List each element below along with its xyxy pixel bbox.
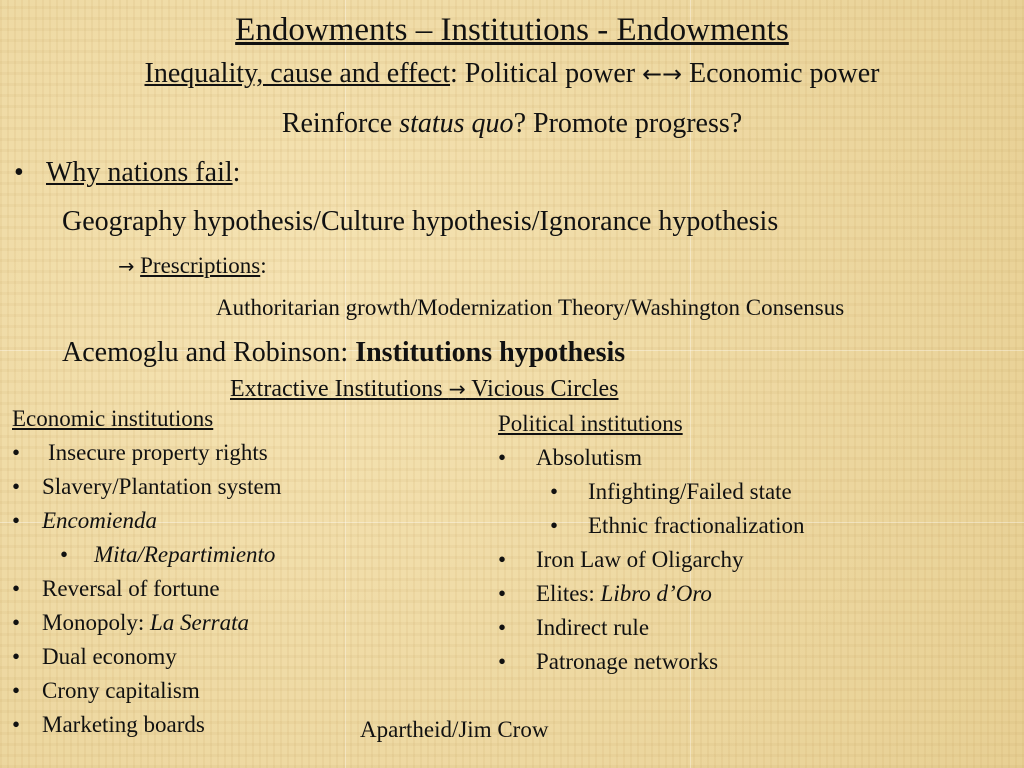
list-item — [12, 470, 282, 504]
political-heading: Political institutions — [498, 411, 683, 436]
list-item — [12, 606, 282, 640]
bullet-icon: • — [12, 474, 21, 499]
right-arrow-icon: → — [448, 377, 466, 401]
prescriptions-colon: : — [260, 253, 267, 278]
hypotheses-line: Geography hypothesis/Culture hypothesis/Ignorance hypothesis — [62, 206, 779, 237]
bullet-icon: • — [498, 445, 507, 470]
list-item-text: Dual economy — [42, 644, 177, 669]
list-item — [12, 708, 282, 742]
why-nations-line — [14, 157, 240, 189]
bullet-icon: • — [12, 576, 21, 601]
political-institutions-list — [498, 407, 805, 679]
list-item — [12, 674, 282, 708]
list-item-text: Infighting/Failed state — [588, 479, 792, 504]
reinforce-pre: Reinforce — [281, 108, 400, 139]
economic-institutions-list — [12, 402, 282, 742]
subtitle-rest-pre: : Political power — [450, 58, 643, 89]
subtitle-underlined: Inequality, cause and effect — [144, 58, 451, 89]
list-item-text: Monopoly: — [42, 610, 150, 635]
extractive-pre: Extractive Institutions — [230, 376, 449, 402]
list-item — [12, 436, 282, 470]
bullet-icon: • — [12, 440, 21, 465]
why-nations-colon: : — [232, 157, 241, 188]
list-item — [12, 640, 282, 674]
list-item — [12, 572, 282, 606]
list-item — [498, 509, 805, 543]
list-item-text: Patronage networks — [536, 649, 719, 674]
bullet-icon: • — [12, 644, 21, 669]
bullet-icon: • — [550, 479, 559, 504]
list-item-text: Reversal of fortune — [42, 576, 220, 601]
list-item-text: Absolutism — [536, 445, 643, 470]
reinforce-italic: status quo — [399, 108, 514, 139]
list-item-italic: La Serrata — [149, 610, 250, 635]
bullet-icon: • — [60, 542, 69, 567]
list-item — [498, 645, 805, 679]
subtitle-rest-post: Economic power — [681, 58, 880, 89]
list-item-text: Ethnic fractionalization — [588, 513, 805, 538]
subtitle — [0, 58, 1024, 90]
why-nations-label: Why nations fail — [46, 157, 233, 188]
list-item — [12, 538, 282, 572]
extractive-line — [230, 376, 618, 403]
list-item-text: Encomienda — [42, 508, 157, 533]
footer-text: Apartheid/Jim Crow — [360, 717, 549, 742]
slide-title: Endowments – Institutions - Endowments — [235, 12, 789, 48]
acemoglu-bold: Institutions hypothesis — [355, 337, 626, 368]
list-item — [12, 504, 282, 538]
bullet-icon: • — [498, 581, 507, 606]
list-item-text: Mita/Repartimiento — [94, 542, 276, 567]
list-item — [498, 441, 805, 475]
list-item-text: Marketing boards — [42, 712, 205, 737]
list-item-text: Insecure property rights — [48, 440, 268, 465]
list-item-text: Elites: — [536, 581, 601, 606]
economic-heading: Economic institutions — [12, 406, 214, 431]
double-arrow-icon: ←→ — [642, 60, 682, 88]
bullet-icon: • — [498, 615, 507, 640]
list-item-text: Iron Law of Oligarchy — [536, 547, 744, 572]
list-item-text: Crony capitalism — [42, 678, 200, 703]
extractive-post: Vicious Circles — [465, 376, 619, 402]
acemoglu-pre: Acemoglu and Robinson: — [62, 337, 356, 368]
acemoglu-line — [62, 337, 625, 369]
prescriptions-line — [118, 253, 267, 279]
reinforce-post: ? Promote progress? — [513, 108, 743, 139]
reinforce-line — [0, 108, 1024, 140]
list-item-text: Slavery/Plantation system — [42, 474, 282, 499]
right-arrow-icon: → — [118, 255, 135, 278]
list-item — [498, 543, 805, 577]
list-item — [498, 475, 805, 509]
bullet-icon: • — [550, 513, 559, 538]
bullet-icon: • — [12, 610, 21, 635]
prescriptions-label: Prescriptions — [140, 253, 261, 278]
bullet-icon: • — [12, 508, 21, 533]
list-item-italic: Libro d’Oro — [600, 581, 712, 606]
list-item — [498, 577, 805, 611]
prescription-list: Authoritarian growth/Modernization Theory/Washington Consensus — [216, 295, 845, 320]
bullet-icon: • — [14, 157, 24, 188]
list-item-text: Indirect rule — [536, 615, 650, 640]
bullet-icon: • — [498, 547, 507, 572]
bullet-icon: • — [498, 649, 507, 674]
bullet-icon: • — [12, 678, 21, 703]
list-item — [498, 611, 805, 645]
bullet-icon: • — [12, 712, 21, 737]
